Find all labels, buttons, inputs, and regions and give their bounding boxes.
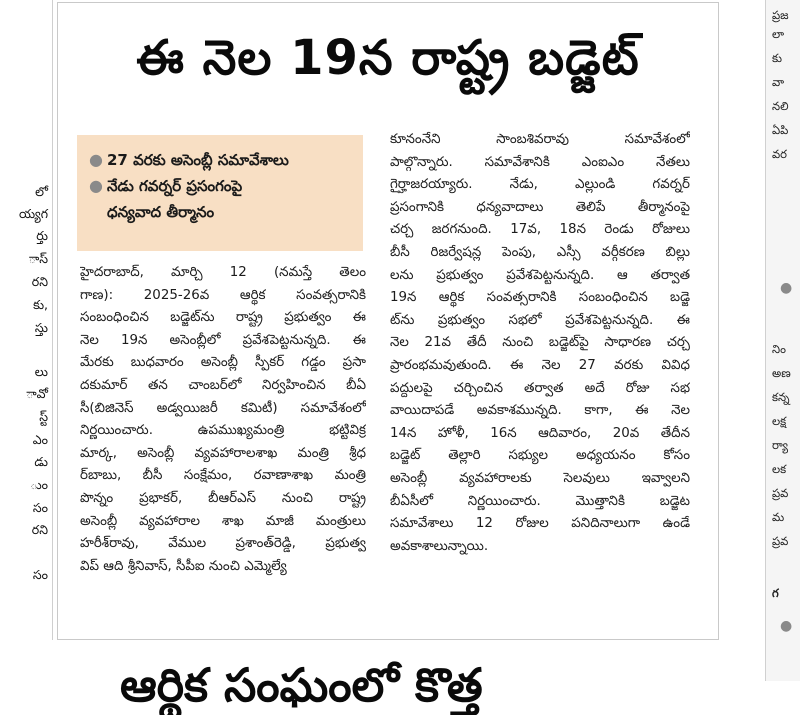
highlight-item: ధన్యవాద తీర్మానం: [107, 203, 215, 221]
left-text-fragment: ుం: [30, 477, 48, 492]
bullet-icon: ●: [780, 280, 793, 296]
text-line: గాణ): 2025-26వ ఆర్థిక సంవత్సరానికి: [80, 287, 366, 303]
right-text-fragment: లక: [772, 462, 787, 476]
text-line: గైర్హాజరయ్యారు. నేడు, ఎల్లుండి గవర్నర్‌: [390, 177, 690, 193]
left-neighbor-column: [0, 0, 53, 640]
right-text-fragment: గ: [772, 586, 779, 600]
right-text-fragment: వా: [772, 75, 785, 89]
text-line: హరీశ్‌రావు, వేముల ప్రశాంత్‌రెడ్డి, ప్రభుత్వ: [80, 536, 366, 552]
right-text-fragment: మ: [772, 510, 785, 524]
right-text-fragment: నలి: [772, 99, 789, 113]
right-text-fragment: కు: [772, 51, 782, 65]
text-line: పాల్గొన్నారు. సమావేశానికి ఎంఐఎం నేతలు: [390, 154, 690, 170]
text-line: నెల 21వ తేదీ నుంచి బడ్జెట్‌పై సాధారణ చర్చ: [390, 335, 690, 351]
article-box: [57, 2, 719, 640]
text-line: కూనంనేని సాంబశివరావు సమావేశంలో: [390, 132, 690, 147]
highlight-item: ● నేడు గవర్నర్‌ ప్రసంగంపై: [77, 173, 363, 199]
left-text-fragment: స్తు: [34, 320, 48, 335]
text-line: సీ(బిజినెస్‌ అడ్వయిజరీ కమిటీ) సమావేశంలో: [80, 400, 366, 416]
right-text-fragment: అణ: [772, 366, 791, 380]
left-text-fragment: ాస్‌: [28, 251, 48, 266]
next-article-headline: ఆర్థిక సంఘంలో కొత్త: [120, 658, 483, 712]
text-line: దకుమార్‌ తన చాంబర్‌లో నిర్వహించిన బీఏ: [80, 377, 366, 393]
text-line: పొన్నం ప్రభాకర్‌, బీఆర్‌ఎస్‌ నుంచి రాష్ట్ర: [80, 490, 366, 506]
text-line: బీసీ రిజర్వేషన్ల పెంపు, ఎస్సీ వర్గీకరణ బిల్లు: [390, 244, 690, 260]
text-line: ప్రారంభమవుతుంది. ఈ నెల 27 వరకు వివిధ: [390, 357, 690, 373]
left-text-fragment: ఎం: [32, 432, 48, 447]
highlight-item: ● 27 వరకు అసెంబ్లీ సమావేశాలు: [77, 147, 363, 173]
highlights-box: [77, 135, 363, 251]
right-text-fragment: వర: [772, 147, 787, 161]
text-line: నిర్ణయించారు. ఉపముఖ్యమంత్రి భట్టివిక్ర: [80, 423, 366, 439]
left-text-fragment: స్ట్‌: [39, 409, 48, 424]
left-text-fragment: లు: [34, 364, 48, 379]
right-text-fragment: ర్యా: [772, 438, 789, 452]
right-text-fragment: ప్రజ: [772, 8, 789, 22]
left-text-fragment: సం: [32, 567, 48, 582]
left-text-fragment: లో: [35, 184, 48, 199]
text-line: మేరకు బుధవారం అసెంబ్లీ స్పీకర్‌ గడ్డం ప్రసా: [80, 355, 366, 371]
left-text-fragment: రని: [31, 274, 48, 289]
text-line: అవకాశాలున్నాయి.: [390, 538, 489, 554]
left-text-fragment: య్యగ: [19, 206, 48, 221]
bullet-icon: ●: [780, 618, 793, 634]
article-column-2: [390, 129, 690, 558]
text-line: చర్చ జరగనుంది. 17వ, 18న రెండు రోజులు: [390, 222, 690, 238]
text-line: హైదరాబాద్‌, మార్చి 12 (నమస్తే తెలం: [80, 265, 366, 280]
right-text-fragment: లా: [772, 27, 785, 41]
text-line: ర్‌బాబు, బీసీ సంక్షేమం, రవాణాశాఖ మంత్రి: [80, 468, 366, 484]
text-line: సమావేశాలు 12 రోజుల పనిదినాలుగా ఉండే: [390, 516, 690, 532]
text-line: 19న ఆర్థిక సంవత్సరానికి సంబంధించిన బడ్జె: [390, 290, 690, 306]
text-line: బడ్జెట్‌ తెల్లారి సభ్యుల అధ్యయనం కోసం: [390, 448, 690, 464]
left-text-fragment: సం: [32, 500, 48, 515]
right-text-fragment: కన్న: [772, 390, 790, 404]
right-text-fragment: ప్రవ: [772, 534, 789, 548]
left-text-fragment: కు,: [33, 297, 48, 312]
text-line: పద్దులపై చర్చించిన తర్వాత అదే రోజు సభ: [390, 380, 690, 396]
text-line: నెల 19న అసెంబ్లీలో ప్రవేశపెట్టనున్నది. ఈ: [80, 332, 366, 348]
right-text-fragment: ఏపి: [772, 123, 789, 137]
text-line: ట్‌ను ప్రభుత్వం సభలో ప్రవేశపెట్టనున్నది. ఈ: [390, 312, 690, 328]
right-text-fragment: నిం: [772, 342, 786, 356]
text-line: అసెంబ్లీ వ్యవహారాల శాఖ మాజీ మంత్రులు: [80, 513, 366, 529]
article-column-1: [80, 262, 366, 578]
text-line: బీఏసీలో నిర్ణయించారు. మొత్తానికి బడ్జెట: [390, 493, 690, 509]
article-headline: ఈ నెల 19న రాష్ట్ర బడ్జెట్: [136, 30, 640, 86]
text-line: మార్క, అసెంబ్లీ వ్యవహారాలశాఖ మంత్రి శ్రీధ: [80, 445, 366, 461]
text-line: విప్‌ ఆది శ్రీనివాస్‌, సీపీఐ నుంచి ఎమ్మెల్యే: [80, 558, 287, 574]
text-line: ప్రసంగానికి ధన్యవాదాలు తెలిపే తీర్మానంపై: [390, 199, 690, 215]
bullet-icon: ●: [89, 150, 103, 169]
left-text-fragment: ర్తు: [36, 228, 48, 243]
right-text-fragment: లక్ష: [772, 414, 787, 428]
text-line: లను ప్రభుత్వం ప్రవేశపెట్టనున్నది. ఆ తర్వాత: [390, 267, 690, 283]
text-line: సంబంధించిన బడ్జెట్‌ను రాష్ట్ర ప్రభుత్వం ఈ: [80, 310, 366, 326]
text-line: వాయిదాపడే అవకాశమున్నది. కాగా, ఈ నెల: [390, 403, 690, 419]
bullet-icon: ●: [89, 176, 103, 195]
left-text-fragment: ావో: [26, 386, 48, 401]
right-text-fragment: ప్రవ: [772, 486, 789, 500]
text-line: అసెంబ్లీ వ్యవహారాలకు సెలవులు ఇవ్వాలని: [390, 470, 690, 486]
left-text-fragment: రని: [31, 522, 48, 537]
right-neighbor-column: [765, 0, 800, 681]
left-text-fragment: డు: [34, 454, 48, 469]
text-line: 14న హోళీ, 16న ఆదివారం, 20వ తేదీన: [390, 425, 690, 441]
